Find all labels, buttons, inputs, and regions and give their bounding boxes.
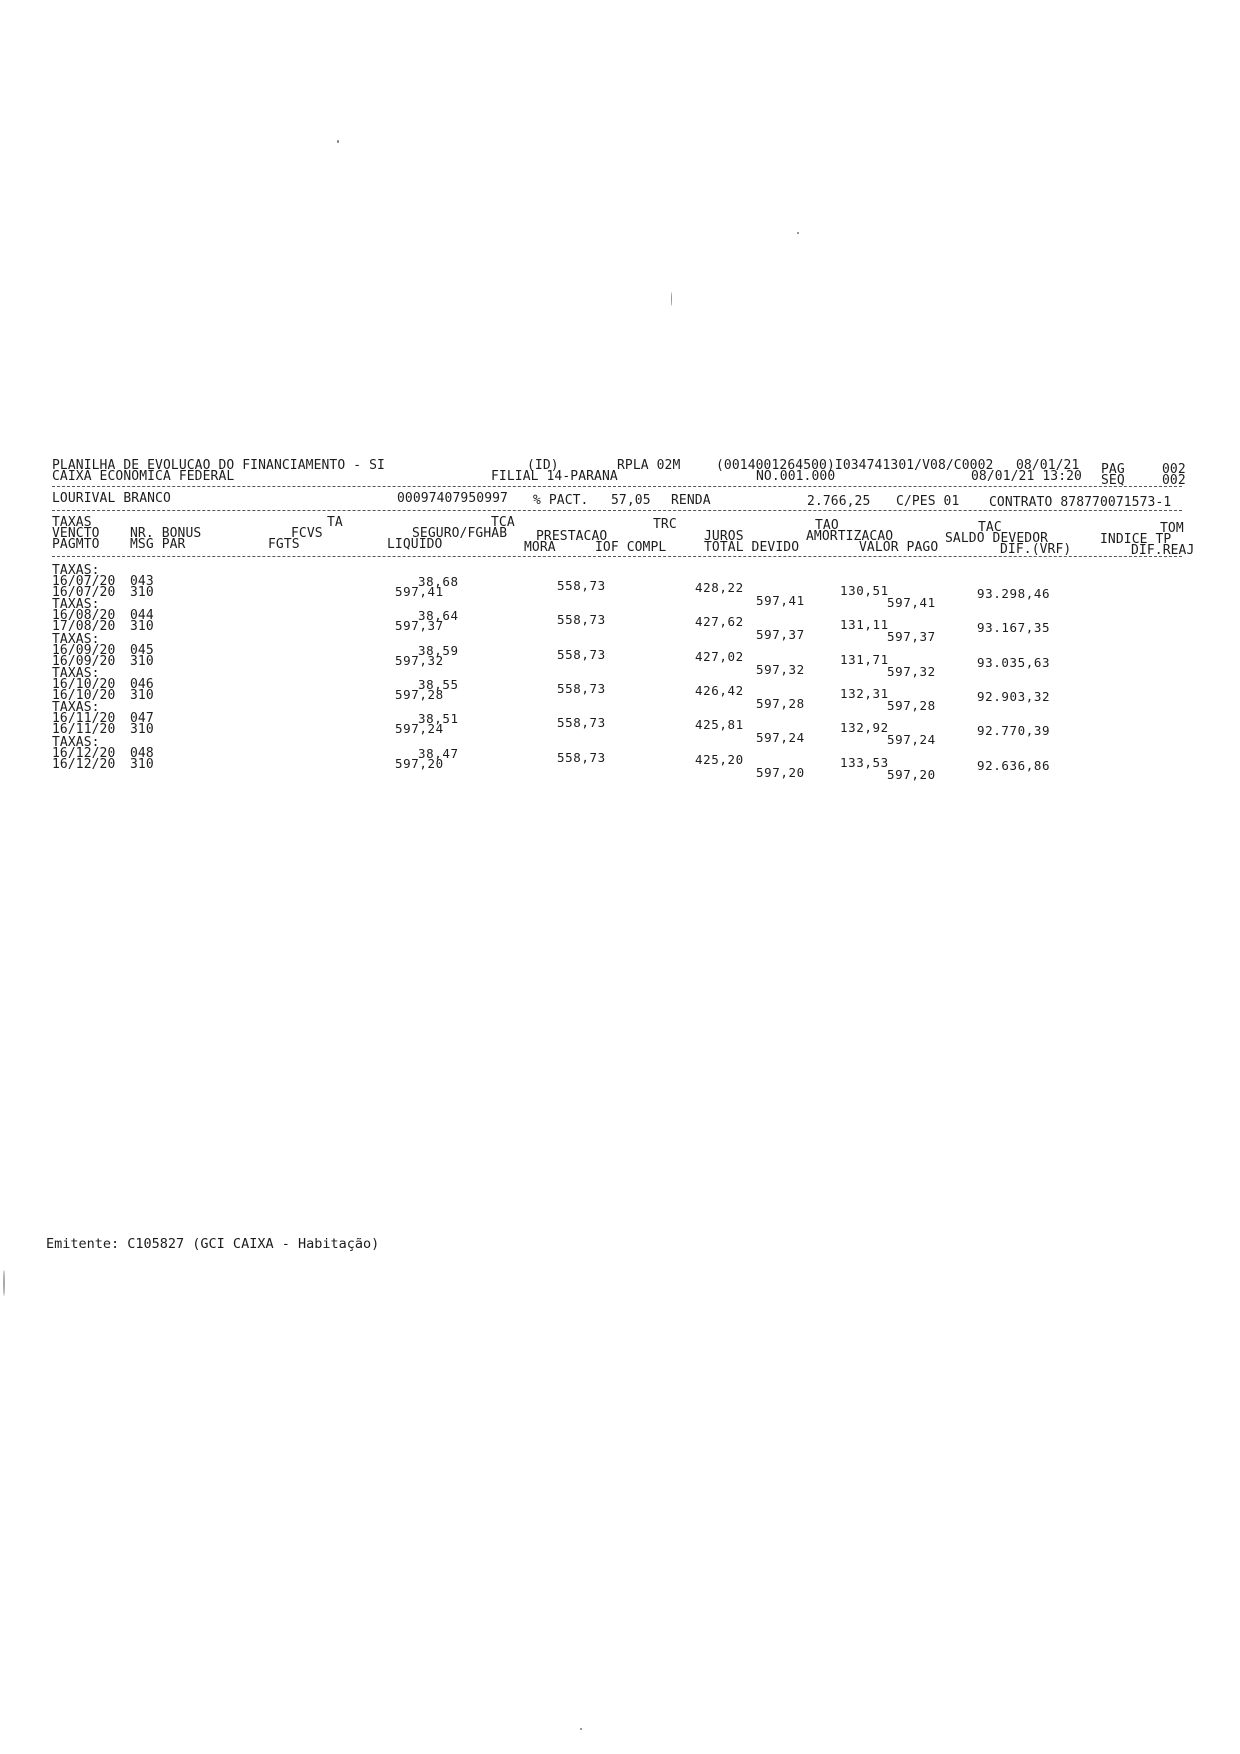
process-code: (0014001264500)I034741301/V08/C0002	[716, 458, 994, 473]
row-payment-date: 16/09/20	[52, 653, 116, 669]
col-header: DIF.(VRF)	[1000, 542, 1072, 557]
filial-label: FILIAL 14-PARANA	[491, 469, 618, 484]
row-amount-paid: 597,32	[887, 663, 936, 679]
row-due-date: 16/09/20	[52, 642, 116, 658]
row-total-due: 597,24	[756, 730, 805, 746]
row-due-date: 16/07/20	[52, 574, 116, 589]
row-installment-number: 045	[130, 642, 154, 658]
row-amount-paid: 597,37	[887, 629, 936, 645]
row-installment-number: 044	[130, 608, 154, 624]
col-header: TCA	[491, 515, 515, 530]
row-due-date: 16/12/20	[52, 745, 116, 761]
row-taxas-label: TAXAS:	[52, 597, 100, 613]
row-installment-number: 047	[130, 711, 154, 727]
row-taxas-label: TAXAS:	[52, 631, 100, 647]
sequence-number: NO.001.000	[756, 469, 836, 484]
row-amortization: 130,51	[840, 583, 889, 598]
col-header: MSG PAR	[130, 537, 186, 552]
pact-value: 57,05	[611, 493, 651, 508]
scan-speck	[671, 292, 672, 306]
row-taxas-label: TAXAS:	[52, 700, 100, 716]
divider	[52, 510, 1182, 511]
row-net-amount: 597,41	[395, 584, 444, 599]
row-message-code: 310	[130, 722, 154, 738]
row-payment-date: 16/07/20	[52, 585, 116, 600]
row-amortization: 131,71	[840, 651, 889, 667]
scan-speck	[3, 1270, 5, 1296]
row-installment: 558,73	[557, 612, 606, 628]
row-message-code: 310	[130, 585, 154, 600]
row-balance: 93.167,35	[977, 620, 1051, 636]
col-header: PRESTACAO	[536, 529, 608, 544]
col-header: TAO	[815, 518, 839, 533]
row-total-due: 597,28	[756, 695, 805, 711]
row-total-due: 597,20	[756, 764, 805, 780]
divider	[52, 486, 1182, 487]
row-due-date: 16/11/20	[52, 711, 116, 727]
client-id: 00097407950997	[397, 491, 508, 506]
row-amount-paid: 597,28	[887, 697, 936, 713]
row-balance: 92.770,39	[977, 723, 1051, 739]
row-due-date: 16/10/20	[52, 676, 116, 692]
col-header: VALOR PAGO	[859, 540, 939, 555]
row-insurance: 38,55	[418, 676, 459, 692]
col-header: TRC	[653, 517, 677, 532]
row-balance: 92.903,32	[977, 688, 1051, 704]
row-amortization: 132,92	[840, 720, 889, 736]
row-installment: 558,73	[557, 749, 606, 765]
col-header: IOF COMPL	[595, 540, 667, 555]
col-header: PAGMTO	[52, 537, 100, 552]
row-amortization: 132,31	[840, 685, 889, 701]
row-insurance: 38,68	[418, 574, 459, 589]
col-header: INDICE TP	[1100, 532, 1172, 547]
row-installment-number: 046	[130, 676, 154, 692]
row-insurance: 38,59	[418, 642, 459, 658]
scan-speck	[797, 232, 799, 234]
col-header: NR. BONUS	[130, 526, 202, 541]
bank-name: CAIXA ECONOMICA FEDERAL	[52, 469, 235, 484]
row-balance: 92.636,86	[977, 757, 1051, 773]
id-label: (ID)	[527, 458, 559, 473]
row-interest: 426,42	[695, 682, 744, 698]
row-payment-date: 16/10/20	[52, 687, 116, 703]
row-net-amount: 597,37	[395, 618, 444, 634]
row-insurance: 38,64	[418, 608, 459, 624]
pag-label: PAG	[1101, 462, 1125, 477]
row-installment: 558,73	[557, 715, 606, 731]
col-header: VENCTO	[52, 526, 100, 541]
col-header: FGTS	[268, 537, 300, 552]
row-interest: 425,20	[695, 751, 744, 767]
client-name: LOURIVAL BRANCO	[52, 491, 171, 506]
col-header: TAXAS	[52, 515, 92, 530]
row-interest: 427,62	[695, 614, 744, 630]
row-message-code: 310	[130, 687, 154, 703]
row-taxas-label: TAXAS:	[52, 665, 100, 681]
issuer-footer: Emitente: C105827 (GCI CAIXA - Habitação)	[46, 1236, 380, 1252]
divider	[52, 556, 1182, 557]
row-interest: 425,81	[695, 717, 744, 733]
row-total-due: 597,32	[756, 661, 805, 677]
document-title: PLANILHA DE EVOLUCAO DO FINANCIAMENTO - SI	[52, 458, 385, 473]
col-header: TAC	[978, 520, 1002, 535]
report-code: RPLA 02M	[617, 458, 681, 473]
pes-label: C/PES 01	[896, 494, 960, 509]
row-amount-paid: 597,24	[887, 732, 936, 748]
col-header: JUROS	[704, 529, 744, 544]
row-amortization: 131,11	[840, 617, 889, 633]
scan-speck	[337, 140, 339, 143]
col-header: SEGURO/FGHAB	[412, 526, 508, 541]
row-interest: 428,22	[695, 580, 744, 595]
contract-number: CONTRATO 878770071573-1	[989, 495, 1172, 510]
pact-label: % PACT.	[533, 493, 589, 508]
col-header: MORA	[524, 540, 556, 555]
row-insurance: 38,51	[418, 711, 459, 727]
row-message-code: 310	[130, 756, 154, 772]
row-amount-paid: 597,41	[887, 595, 936, 610]
row-due-date: 16/08/20	[52, 608, 116, 624]
col-header: FCVS	[291, 526, 323, 541]
row-message-code: 310	[130, 619, 154, 635]
renda-value: 2.766,25	[807, 494, 871, 509]
col-header: SALDO DEVEDOR	[945, 531, 1049, 546]
seq-label: SEQ	[1101, 473, 1125, 488]
row-taxas-label: TAXAS:	[52, 734, 100, 750]
issue-datetime: 08/01/21 13:20	[971, 469, 1082, 484]
col-header: AMORTIZACAO	[806, 529, 894, 544]
row-total-due: 597,41	[756, 593, 805, 608]
col-header: LIQUIDO	[387, 537, 443, 552]
row-payment-date: 16/12/20	[52, 756, 116, 772]
row-installment-number: 048	[130, 745, 154, 761]
row-amount-paid: 597,20	[887, 766, 936, 782]
col-header: TOM	[1160, 521, 1184, 536]
row-installment: 558,73	[557, 646, 606, 662]
col-header: TOTAL DEVIDO	[704, 540, 800, 555]
row-payment-date: 17/08/20	[52, 619, 116, 635]
row-total-due: 597,37	[756, 627, 805, 643]
row-message-code: 310	[130, 653, 154, 669]
row-balance: 93.035,63	[977, 654, 1051, 670]
row-insurance: 38,47	[418, 745, 459, 761]
row-net-amount: 597,20	[395, 755, 444, 771]
row-installment: 558,73	[557, 578, 606, 593]
row-net-amount: 597,28	[395, 686, 444, 702]
renda-label: RENDA	[671, 493, 711, 508]
row-installment-number: 043	[130, 574, 154, 589]
pag-value: 002	[1162, 462, 1186, 477]
row-net-amount: 597,24	[395, 721, 444, 737]
scan-speck	[580, 1728, 582, 1730]
row-balance: 93.298,46	[977, 586, 1051, 601]
row-installment: 558,73	[557, 680, 606, 696]
row-amortization: 133,53	[840, 754, 889, 770]
col-header: DIF.REAJ	[1131, 543, 1195, 558]
col-header: TA	[327, 515, 343, 530]
row-interest: 427,02	[695, 648, 744, 664]
row-taxas-label: TAXAS:	[52, 563, 100, 578]
issue-date: 08/01/21	[1016, 458, 1080, 473]
row-net-amount: 597,32	[395, 652, 444, 668]
row-payment-date: 16/11/20	[52, 722, 116, 738]
seq-value: 002	[1162, 473, 1186, 488]
